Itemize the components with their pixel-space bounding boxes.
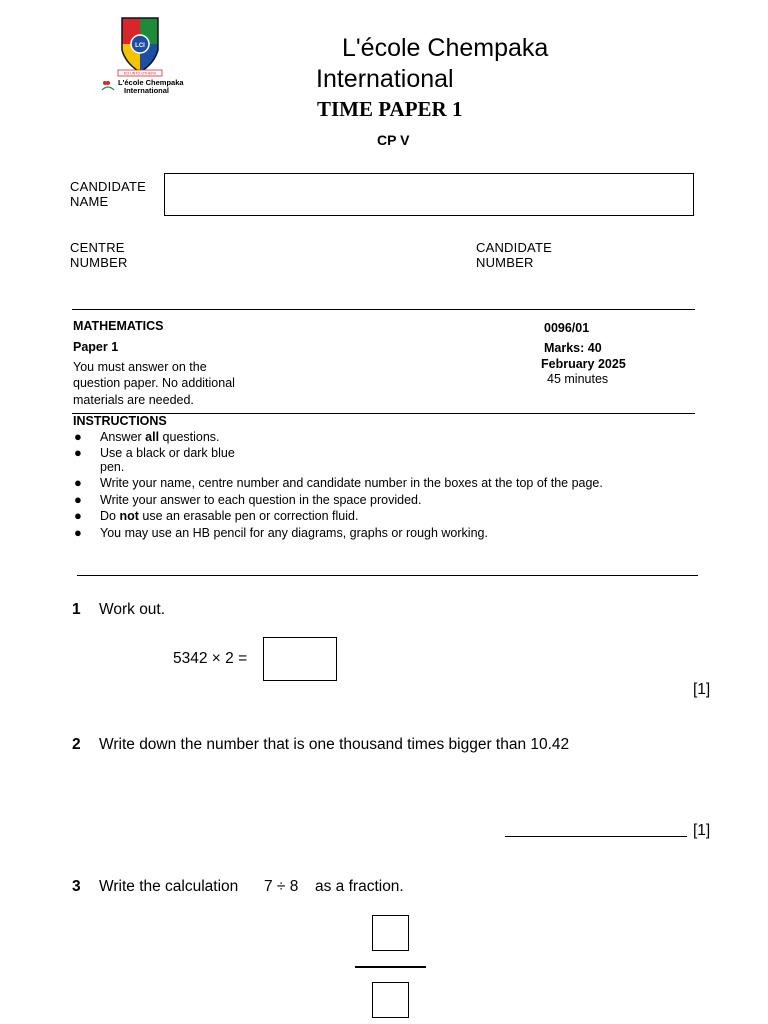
instruction-item-continued: pen.: [100, 460, 125, 474]
school-name-line1: L'école Chempaka: [342, 34, 549, 62]
exam-date: February 2025: [541, 357, 626, 371]
question-3-expression: 7 ÷ 8: [264, 878, 299, 895]
question-3-number: 3: [72, 878, 81, 895]
question-1-expression: 5342 × 2 =: [173, 650, 248, 667]
logo-caption-line1: L'école Chempaka: [118, 78, 184, 87]
school-name-line2: International: [316, 65, 454, 93]
note-line3: materials are needed.: [73, 393, 194, 407]
question-3-text-post: as a fraction.: [315, 878, 404, 895]
candidate-number-label-line2: NUMBER: [476, 255, 534, 270]
centre-number-label-line2: NUMBER: [70, 255, 128, 270]
candidate-number-label-line1: CANDIDATE: [476, 240, 552, 255]
question-1-text: Work out.: [99, 601, 166, 618]
question-3-text-pre: Write the calculation: [99, 878, 239, 895]
note-line2: question paper. No additional: [73, 376, 235, 390]
logo-caption-line2: International: [124, 86, 170, 95]
paper-label: Paper 1: [73, 340, 119, 354]
candidate-name-label-line2: NAME: [70, 194, 109, 209]
marks-total: Marks: 40: [544, 341, 602, 355]
svg-text:DO UNTO OTHERS: DO UNTO OTHERS: [123, 71, 157, 76]
paper-title: TIME PAPER 1: [317, 97, 463, 121]
subject-label: MATHEMATICS: [73, 319, 164, 333]
candidate-name-field[interactable]: [164, 173, 694, 216]
school-logo: [96, 14, 184, 102]
divider-questions: [77, 575, 698, 576]
question-2-number: 2: [72, 736, 81, 753]
question-2-marks: [1]: [693, 822, 711, 839]
question-3-denominator-box[interactable]: [372, 982, 409, 1018]
svg-text:LCI: LCI: [135, 43, 145, 49]
question-1-marks: [1]: [693, 681, 711, 698]
divider-top: [72, 309, 695, 310]
question-3-numerator-box[interactable]: [372, 915, 409, 951]
instructions-heading: INSTRUCTIONS: [73, 414, 167, 428]
exam-duration: 45 minutes: [547, 372, 609, 386]
question-3-fraction-bar: [355, 966, 426, 968]
question-1-answer-box[interactable]: [263, 637, 337, 681]
question-2-text: Write down the number that is one thousand times bigger than 10.42: [99, 736, 570, 753]
level-label: CP V: [377, 132, 410, 148]
question-1-number: 1: [72, 601, 81, 618]
question-2-answer-line[interactable]: [505, 836, 687, 837]
exam-code: 0096/01: [544, 321, 590, 335]
centre-number-label-line1: CENTRE: [70, 240, 125, 255]
candidate-name-label-line1: CANDIDATE: [70, 179, 146, 194]
note-line1: You must answer on the: [73, 360, 207, 374]
